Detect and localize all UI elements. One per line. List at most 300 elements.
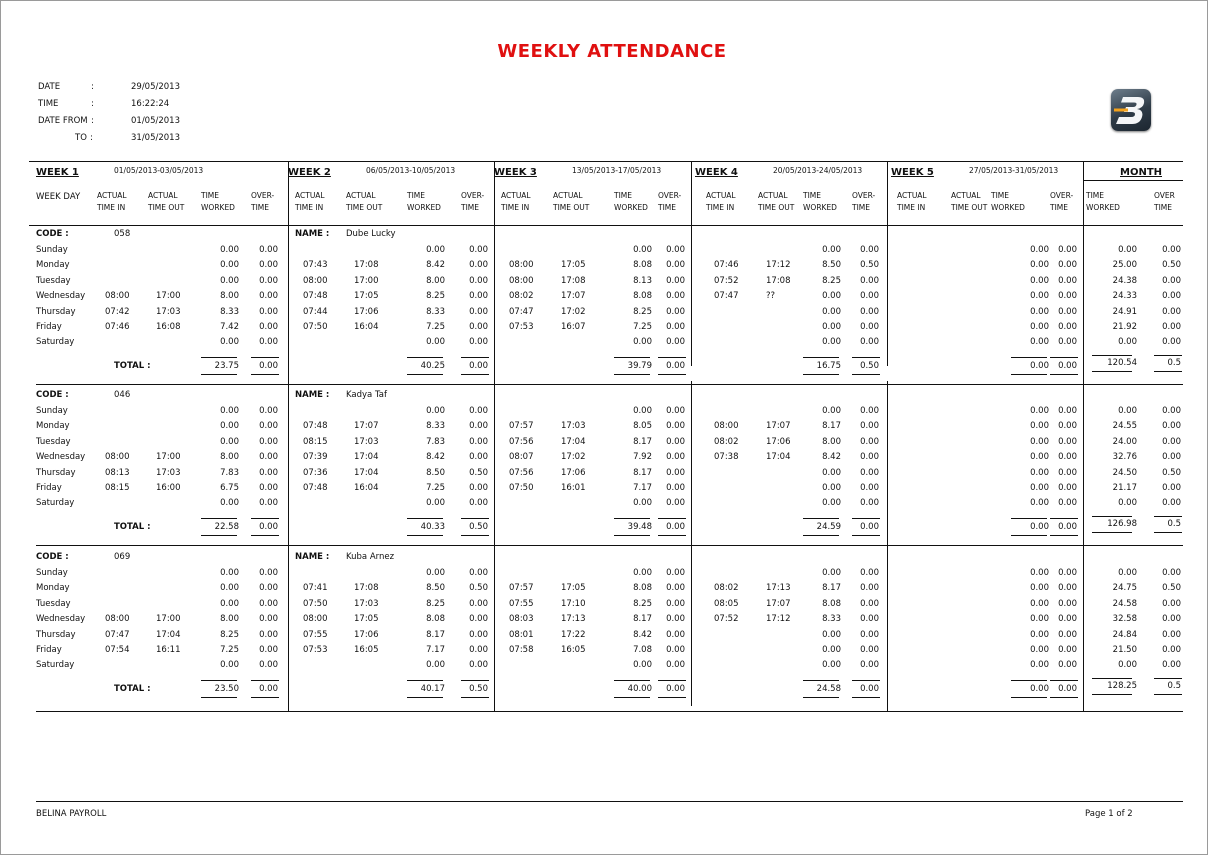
time-worked-value: 0.00 (220, 245, 239, 255)
time-worked-value: 8.08 (822, 598, 841, 609)
month-time-worked-value: 0.00 (1118, 568, 1137, 578)
overtime-value: 0.00 (259, 660, 278, 671)
time-worked-value: 8.17 (633, 436, 652, 447)
overtime-value: 0.00 (1058, 598, 1077, 609)
time-in-value: 07:56 (509, 467, 534, 478)
total-overline (201, 518, 237, 519)
time-worked-value: 0.00 (1030, 436, 1049, 447)
overtime-value: 0.00 (259, 467, 278, 478)
total-overtime: 0.00 (666, 684, 685, 694)
total-underline (852, 697, 880, 698)
overtime-value: 0.00 (469, 660, 488, 671)
total-overline (614, 357, 650, 358)
overtime-value: 0.00 (259, 568, 278, 578)
time-in-value: 07:46 (105, 322, 130, 332)
month-time-worked-value: 0.00 (1118, 498, 1137, 509)
time-worked-value: 0.00 (220, 436, 239, 447)
overtime-value: 0.50 (469, 467, 488, 478)
overtime-value: 0.00 (666, 306, 685, 317)
overtime-value: 0.00 (1058, 275, 1077, 286)
overtime-value: 0.00 (259, 452, 278, 463)
month-time-worked-value: 32.58 (1112, 614, 1137, 625)
time-worked-value: 8.25 (822, 275, 841, 286)
weekday-label: Sunday (36, 406, 68, 416)
time-worked-value: 0.00 (220, 421, 239, 432)
time-in-value: 08:00 (105, 614, 130, 625)
time-worked-value: 8.00 (220, 291, 239, 302)
time-worked-value: 7.83 (426, 436, 445, 447)
overtime-value: 0.00 (469, 629, 488, 640)
week-separator (691, 226, 692, 366)
time-worked-value: 7.08 (633, 645, 652, 655)
overtime-value: 0.00 (1058, 245, 1077, 255)
overtime-value: 0.00 (666, 645, 685, 655)
total-label: TOTAL : (114, 522, 151, 532)
week-separator (691, 162, 692, 225)
overtime-value: 0.00 (259, 598, 278, 609)
column-header: ACTUAL TIME IN (897, 191, 927, 212)
total-underline (614, 697, 650, 698)
overtime-value: 0.00 (666, 245, 685, 255)
weekday-label: Saturday (36, 337, 75, 348)
total-overtime: 0.00 (860, 522, 879, 532)
time-in-value: 07:38 (714, 452, 739, 463)
overtime-value: 0.00 (469, 645, 488, 655)
total-underline (461, 697, 489, 698)
time-out-value: 17:02 (561, 306, 586, 317)
total-time-worked: 24.59 (816, 522, 841, 532)
total-overline (201, 357, 237, 358)
time-worked-value: 0.00 (822, 498, 841, 509)
time-worked-value: 8.05 (633, 421, 652, 432)
time-worked-value: 8.50 (426, 583, 445, 594)
overtime-value: 0.00 (666, 498, 685, 509)
overtime-value: 0.00 (1058, 629, 1077, 640)
time-out-value: 17:03 (354, 436, 379, 447)
total-overline (803, 680, 839, 681)
time-worked-value: 8.13 (633, 275, 652, 286)
weekday-label: Wednesday (36, 291, 86, 302)
time-worked-value: 0.00 (426, 245, 445, 255)
month-overtime-value: 0.00 (1162, 421, 1181, 432)
month-time-worked-value: 24.55 (1112, 421, 1137, 432)
meta-value: 01/05/2013 (131, 116, 180, 126)
column-header: TIME WORKED (803, 191, 837, 212)
time-out-value: 17:08 (354, 260, 379, 271)
time-worked-value: 0.00 (1030, 660, 1049, 671)
time-worked-value: 8.33 (220, 306, 239, 317)
month-time-worked-value: 21.92 (1112, 322, 1137, 332)
time-in-value: 08:00 (714, 421, 739, 432)
overtime-value: 0.00 (1058, 337, 1077, 348)
total-underline (201, 374, 237, 375)
month-overtime-value: 0.00 (1162, 614, 1181, 625)
total-underline (1092, 694, 1132, 695)
weekday-label: Wednesday (36, 452, 86, 463)
column-header: ACTUAL TIME IN (706, 191, 736, 212)
week-separator (887, 162, 888, 225)
weekday-label: Wednesday (36, 614, 86, 625)
column-header: TIME WORKED (991, 191, 1025, 212)
meta-value: 29/05/2013 (131, 82, 180, 92)
overtime-value: 0.00 (860, 452, 879, 463)
time-worked-value: 0.00 (220, 275, 239, 286)
total-underline (1092, 532, 1132, 533)
time-worked-value: 0.00 (1030, 498, 1049, 509)
month-column-header: TIME WORKED (1086, 191, 1120, 212)
total-overline (852, 518, 880, 519)
week-label: WEEK 2 (288, 167, 331, 178)
month-overtime-value: 0.00 (1162, 337, 1181, 348)
meta-label: DATE (38, 82, 61, 92)
total-overtime: 0.5 (1167, 519, 1181, 529)
week-date-range: 20/05/2013-24/05/2013 (773, 166, 863, 175)
total-time-worked: 0.00 (1030, 522, 1049, 532)
total-overtime: 0.50 (469, 684, 488, 694)
total-overtime: 0.00 (1058, 361, 1077, 371)
time-out-value: 17:12 (766, 260, 791, 271)
overtime-value: 0.00 (666, 260, 685, 271)
total-label: TOTAL : (114, 361, 151, 371)
time-worked-value: 0.00 (1030, 291, 1049, 302)
month-overtime-value: 0.00 (1162, 452, 1181, 463)
total-underline (658, 697, 686, 698)
week-separator (1083, 162, 1084, 225)
total-time-worked: 40.33 (420, 522, 445, 532)
total-underline (1154, 371, 1182, 372)
month-time-worked-value: 0.00 (1118, 406, 1137, 416)
month-time-worked-value: 25.00 (1112, 260, 1137, 271)
time-in-value: 08:00 (105, 452, 130, 463)
overtime-value: 0.00 (666, 629, 685, 640)
time-in-value: 07:57 (509, 583, 534, 594)
time-worked-value: 0.00 (1030, 406, 1049, 416)
total-overtime: 0.00 (259, 522, 278, 532)
time-out-value: 16:05 (354, 645, 379, 655)
time-out-value: 17:02 (561, 452, 586, 463)
overtime-value: 0.00 (860, 275, 879, 286)
overtime-value: 0.00 (666, 660, 685, 671)
time-in-value: 07:55 (509, 598, 534, 609)
table-bottom-rule (36, 711, 1183, 712)
time-out-value: 17:05 (561, 583, 586, 594)
time-worked-value: 0.00 (1030, 568, 1049, 578)
overtime-value: 0.00 (469, 598, 488, 609)
total-overline (852, 357, 880, 358)
overtime-value: 0.00 (666, 452, 685, 463)
overtime-value: 0.00 (666, 275, 685, 286)
month-time-worked-value: 21.50 (1112, 645, 1137, 655)
time-worked-value: 0.00 (1030, 629, 1049, 640)
overtime-value: 0.00 (666, 291, 685, 302)
time-in-value: 07:52 (714, 614, 739, 625)
time-worked-value: 0.00 (1030, 598, 1049, 609)
time-in-value: 07:54 (105, 645, 130, 655)
overtime-value: 0.00 (259, 421, 278, 432)
column-header: ACTUAL TIME OUT (758, 191, 795, 212)
time-worked-value: 0.00 (822, 322, 841, 332)
total-overtime: 0.00 (1058, 684, 1077, 694)
time-out-value: 17:04 (354, 467, 379, 478)
month-overtime-value: 0.00 (1162, 306, 1181, 317)
total-underline (614, 535, 650, 536)
time-worked-value: 0.00 (822, 337, 841, 348)
total-overline (803, 357, 839, 358)
column-header: OVER- TIME (251, 191, 275, 212)
total-underline (1050, 697, 1078, 698)
overtime-value: 0.00 (860, 629, 879, 640)
week-separator (288, 226, 289, 711)
time-out-value: 17:22 (561, 629, 586, 640)
overtime-value: 0.00 (469, 406, 488, 416)
time-worked-value: 8.42 (426, 260, 445, 271)
month-overtime-value: 0.50 (1162, 583, 1181, 594)
overtime-value: 0.00 (469, 245, 488, 255)
time-worked-value: 0.00 (1030, 337, 1049, 348)
month-time-worked-value: 24.33 (1112, 291, 1137, 302)
overtime-value: 0.00 (860, 337, 879, 348)
time-worked-value: 0.00 (822, 568, 841, 578)
meta-value: 16:22:24 (131, 99, 170, 109)
overtime-value: 0.00 (1058, 436, 1077, 447)
overtime-value: 0.00 (469, 436, 488, 447)
time-worked-value: 8.00 (220, 614, 239, 625)
total-underline (852, 374, 880, 375)
week-date-range: 27/05/2013-31/05/2013 (969, 166, 1059, 175)
overtime-value: 0.00 (666, 406, 685, 416)
time-in-value: 08:15 (303, 436, 328, 447)
total-overline (1011, 357, 1047, 358)
overtime-value: 0.00 (259, 245, 278, 255)
time-worked-value: 8.17 (426, 629, 445, 640)
total-time-worked: 16.75 (816, 361, 841, 371)
time-worked-value: 8.33 (426, 306, 445, 317)
time-worked-value: 7.92 (633, 452, 652, 463)
month-time-worked-value: 24.38 (1112, 275, 1137, 286)
total-time-worked: 24.58 (816, 684, 841, 694)
total-underline (251, 697, 279, 698)
total-underline (658, 535, 686, 536)
weekday-label: Friday (36, 322, 62, 332)
total-underline (852, 535, 880, 536)
time-worked-value: 7.42 (220, 322, 239, 332)
total-overline (1050, 680, 1078, 681)
total-time-worked: 23.75 (214, 361, 239, 371)
overtime-value: 0.00 (1058, 322, 1077, 332)
month-time-worked-value: 24.91 (1112, 306, 1137, 317)
overtime-value: 0.00 (1058, 291, 1077, 302)
total-overline (658, 680, 686, 681)
meta-separator: : (91, 82, 94, 92)
time-worked-value: 7.17 (633, 483, 652, 493)
total-overline (201, 680, 237, 681)
time-worked-value: 0.00 (1030, 452, 1049, 463)
time-worked-value: 8.25 (426, 598, 445, 609)
total-time-worked: 40.17 (420, 684, 445, 694)
total-overline (461, 518, 489, 519)
overtime-value: 0.00 (666, 483, 685, 493)
weekday-label: Saturday (36, 660, 75, 671)
week-label: WEEK 5 (891, 167, 934, 178)
month-label: MONTH (1120, 167, 1163, 178)
employee-separator (36, 384, 1183, 385)
total-time-worked: 22.58 (214, 522, 239, 532)
total-overline (614, 680, 650, 681)
time-out-value: 17:00 (156, 452, 181, 463)
total-overline (614, 518, 650, 519)
meta-separator: : (90, 133, 93, 143)
total-overline (1154, 678, 1182, 679)
employee-code: 069 (114, 552, 131, 562)
month-time-worked-value: 0.00 (1118, 245, 1137, 255)
time-worked-value: 0.00 (1030, 467, 1049, 478)
meta-value: 31/05/2013 (131, 133, 180, 143)
time-worked-value: 0.00 (220, 583, 239, 594)
time-worked-value: 8.00 (822, 436, 841, 447)
name-label: NAME : (295, 552, 330, 562)
overtime-value: 0.00 (469, 483, 488, 493)
column-header: ACTUAL TIME OUT (553, 191, 590, 212)
total-overtime: 0.00 (1058, 522, 1077, 532)
time-worked-value: 8.08 (633, 260, 652, 271)
overtime-value: 0.00 (860, 568, 879, 578)
total-time-worked: 39.48 (627, 522, 652, 532)
time-worked-value: 0.00 (220, 498, 239, 509)
time-worked-value: 0.00 (220, 598, 239, 609)
footer-app-name: BELINA PAYROLL (36, 809, 107, 819)
time-in-value: 07:58 (509, 645, 534, 655)
overtime-value: 0.00 (1058, 260, 1077, 271)
overtime-value: 0.00 (860, 245, 879, 255)
month-overtime-value: 0.00 (1162, 275, 1181, 286)
overtime-value: 0.00 (1058, 568, 1077, 578)
week-date-range: 01/05/2013-03/05/2013 (114, 166, 204, 175)
employee-name: Kadya Taf (346, 390, 387, 400)
overtime-value: 0.50 (469, 583, 488, 594)
time-worked-value: 8.17 (822, 583, 841, 594)
time-worked-value: 0.00 (633, 568, 652, 578)
total-overtime: 0.00 (259, 684, 278, 694)
weekday-label: Monday (36, 583, 70, 594)
total-overline (1011, 680, 1047, 681)
total-time-worked: 0.00 (1030, 684, 1049, 694)
time-out-value: 17:03 (156, 467, 181, 478)
total-underline (407, 535, 443, 536)
time-in-value: 08:02 (714, 436, 739, 447)
overtime-value: 0.00 (259, 322, 278, 332)
overtime-value: 0.00 (469, 421, 488, 432)
time-worked-value: 0.00 (426, 568, 445, 578)
month-overtime-value: 0.00 (1162, 436, 1181, 447)
total-overline (1050, 518, 1078, 519)
weekday-label: Sunday (36, 568, 68, 578)
time-worked-value: 0.00 (822, 245, 841, 255)
overtime-value: 0.00 (860, 467, 879, 478)
total-overtime: 0.00 (666, 522, 685, 532)
total-underline (251, 374, 279, 375)
column-header: ACTUAL TIME IN (501, 191, 531, 212)
overtime-value: 0.00 (860, 614, 879, 625)
time-in-value: 07:50 (303, 598, 328, 609)
time-worked-value: 8.33 (822, 614, 841, 625)
time-worked-value: 0.00 (1030, 275, 1049, 286)
time-out-value: 17:04 (766, 452, 791, 463)
code-label: CODE : (36, 390, 69, 400)
overtime-value: 0.00 (259, 483, 278, 493)
month-time-worked-value: 21.17 (1112, 483, 1137, 493)
weekday-label: Monday (36, 421, 70, 432)
overtime-value: 0.00 (666, 421, 685, 432)
time-in-value: 07:47 (105, 629, 130, 640)
time-in-value: 08:00 (509, 275, 534, 286)
footer-page-number: Page 1 of 2 (1085, 809, 1133, 819)
overtime-value: 0.00 (259, 614, 278, 625)
total-underline (1050, 374, 1078, 375)
month-column-header: OVER TIME (1154, 191, 1175, 212)
weekday-label: Thursday (36, 629, 76, 640)
week-date-range: 06/05/2013-10/05/2013 (366, 166, 456, 175)
time-worked-value: 0.00 (1030, 260, 1049, 271)
code-label: CODE : (36, 229, 69, 239)
time-worked-value: 0.00 (220, 260, 239, 271)
total-overline (407, 357, 443, 358)
time-out-value: 17:13 (561, 614, 586, 625)
time-out-value: 16:00 (156, 483, 181, 493)
column-header: TIME WORKED (407, 191, 441, 212)
total-overline (1154, 516, 1182, 517)
overtime-value: 0.00 (666, 337, 685, 348)
time-worked-value: 0.00 (822, 645, 841, 655)
week-separator (887, 226, 888, 366)
time-worked-value: 0.00 (1030, 245, 1049, 255)
overtime-value: 0.00 (666, 614, 685, 625)
footer-divider (36, 801, 1183, 802)
month-overtime-value: 0.00 (1162, 245, 1181, 255)
column-header: TIME WORKED (201, 191, 235, 212)
header-top-rule (29, 161, 1183, 162)
time-in-value: 07:36 (303, 467, 328, 478)
total-overtime: 0.5 (1167, 358, 1181, 368)
total-time-worked: 126.98 (1107, 519, 1137, 529)
time-in-value: 07:48 (303, 291, 328, 302)
total-time-worked: 128.25 (1107, 681, 1137, 691)
month-header-rule (1083, 180, 1183, 181)
time-out-value: 17:13 (766, 583, 791, 594)
time-worked-value: 0.00 (426, 660, 445, 671)
total-time-worked: 39.79 (627, 361, 652, 371)
overtime-value: 0.00 (1058, 421, 1077, 432)
time-worked-value: 0.00 (822, 629, 841, 640)
month-overtime-value: 0.00 (1162, 406, 1181, 416)
meta-label: TIME (38, 99, 59, 109)
total-overtime: 0.00 (469, 361, 488, 371)
weekday-label: Thursday (36, 306, 76, 317)
overtime-value: 0.00 (259, 291, 278, 302)
time-worked-value: 0.00 (633, 406, 652, 416)
time-in-value: 07:44 (303, 306, 328, 317)
time-worked-value: 7.25 (633, 322, 652, 332)
weekday-label: Sunday (36, 245, 68, 255)
time-worked-value: 0.00 (1030, 483, 1049, 493)
time-in-value: 07:43 (303, 260, 328, 271)
time-worked-value: 0.00 (822, 306, 841, 317)
time-in-value: 08:03 (509, 614, 534, 625)
time-out-value: 16:04 (354, 483, 379, 493)
time-in-value: 07:47 (509, 306, 534, 317)
time-out-value: 17:07 (561, 291, 586, 302)
time-worked-value: 0.00 (1030, 645, 1049, 655)
total-overtime: 0.5 (1167, 681, 1181, 691)
